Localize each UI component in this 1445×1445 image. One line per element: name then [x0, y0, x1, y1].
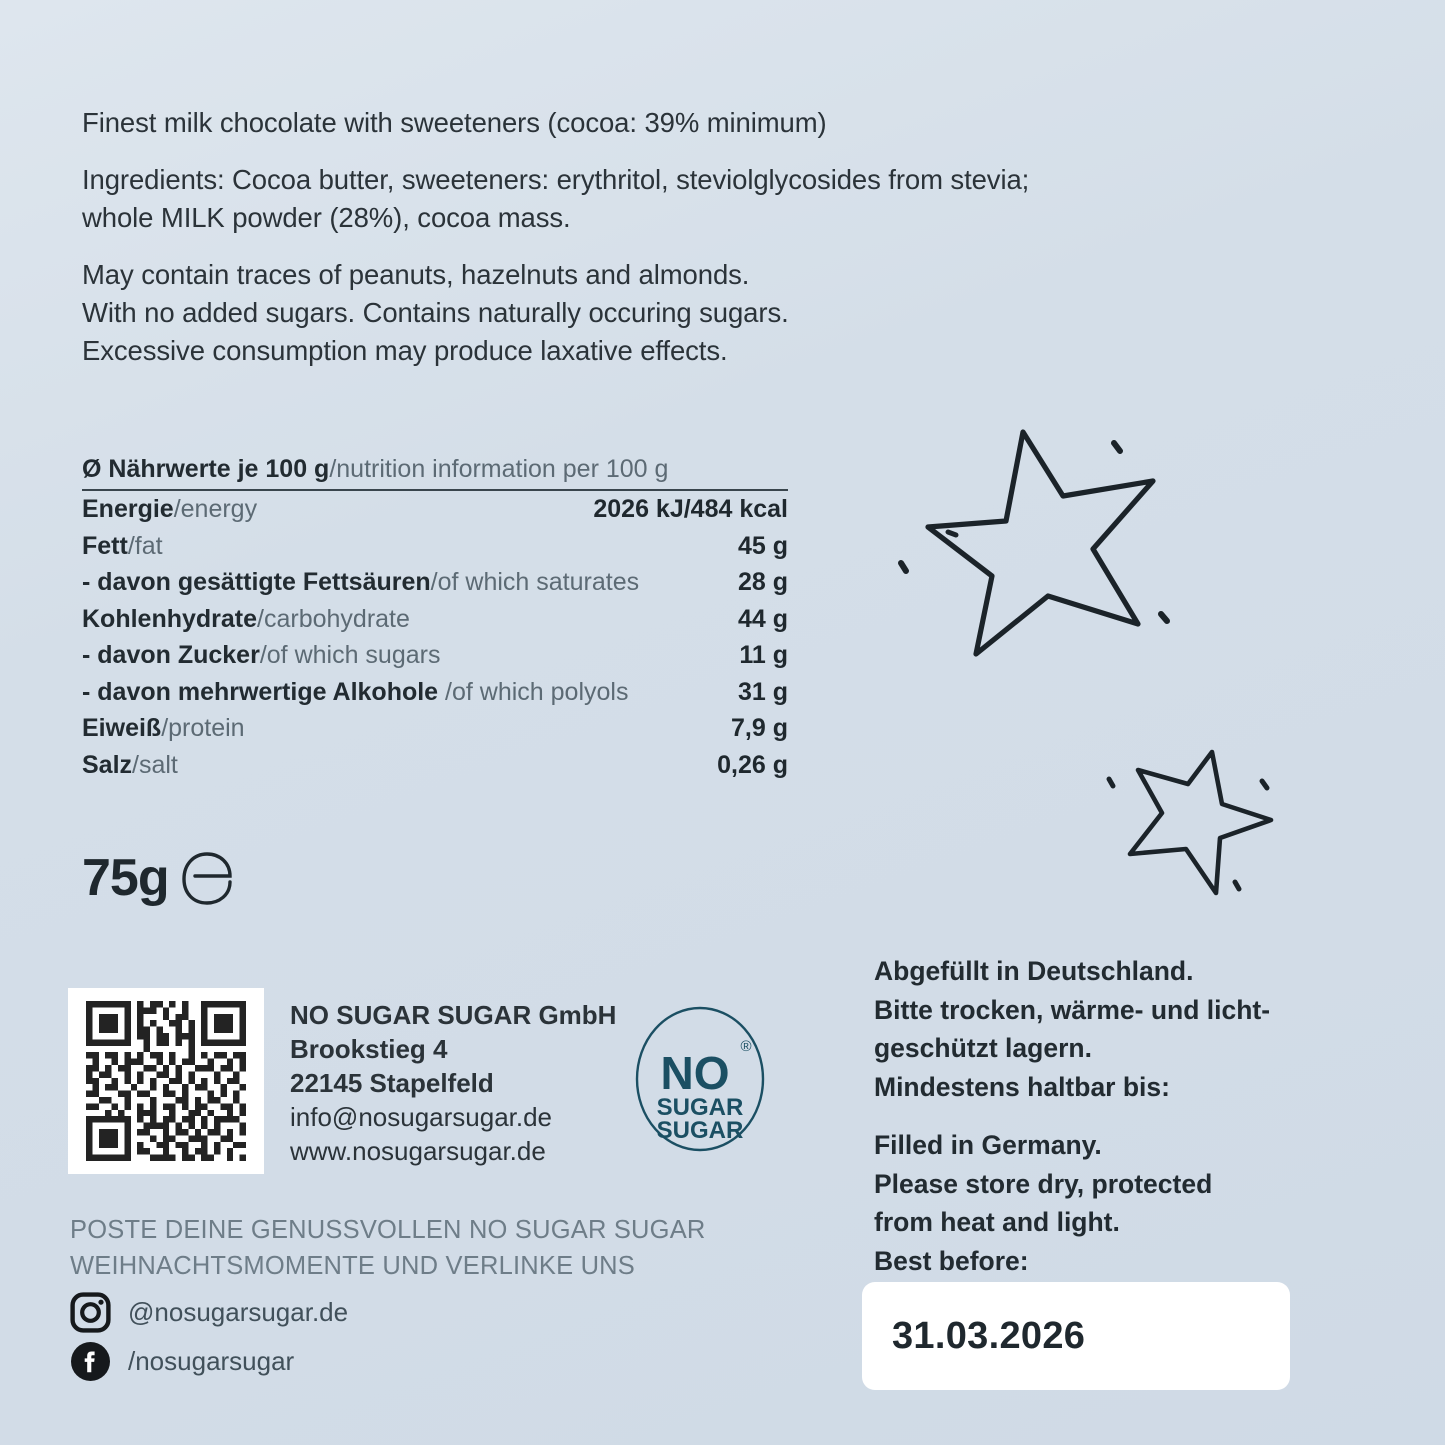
- nutrition-value-protein: 7,9 g: [731, 714, 788, 742]
- facebook-row[interactable]: [70, 1341, 790, 1382]
- product-description-block: [82, 104, 1030, 370]
- nutrition-label-carbohydrate: [82, 601, 410, 638]
- net-weight-value: 75g: [82, 849, 169, 907]
- star-illustration-large-icon: [888, 424, 1208, 679]
- nutrition-label-salt: [82, 747, 178, 784]
- ingredients-line-2: whole MILK powder (28%), cocoa mass.: [82, 202, 571, 233]
- storage-en-line-3: from heat and light.: [874, 1207, 1120, 1237]
- nutrition-label-en: /protein: [161, 714, 245, 742]
- nutrition-label-de: Salz: [82, 750, 133, 779]
- table-row: [82, 601, 788, 638]
- storage-en-line-1: Filled in Germany.: [874, 1130, 1102, 1160]
- company-name: NO SUGAR SUGAR GmbH: [290, 1000, 617, 1030]
- nutrition-table: [82, 452, 788, 783]
- nutrition-label-de: Kohlenhydrate: [82, 604, 258, 633]
- table-row: [82, 491, 788, 528]
- estimated-sign-icon: [181, 850, 233, 906]
- company-city: 22145 Stapelfeld: [290, 1068, 494, 1098]
- storage-de-line-4: Mindestens haltbar bis:: [874, 1071, 1170, 1102]
- table-row: [82, 747, 788, 784]
- nutrition-label-de: - davon mehrwertige Alkohole: [82, 677, 446, 706]
- storage-en-line-2: Please store dry, protected: [874, 1168, 1213, 1199]
- social-cta-line-1: POSTE DEINE GENUSSVOLLEN NO SUGAR SUGAR: [70, 1216, 706, 1244]
- company-website[interactable]: www.nosugarsugar.de: [290, 1136, 546, 1166]
- nutrition-label-energy: [82, 491, 257, 528]
- nutrition-label-en: /energy: [173, 495, 258, 523]
- instagram-handle: @nosugarsugar.de: [128, 1297, 349, 1327]
- table-row: [82, 528, 788, 565]
- qr-code-icon: [82, 1001, 250, 1161]
- nutrition-label-en: /fat: [127, 531, 163, 560]
- social-cta-line-2: WEIHNACHTSMOMENTE UND VERLINKE UNS: [70, 1252, 636, 1280]
- facebook-icon: [70, 1341, 111, 1382]
- nutrition-heading-separator: /: [329, 455, 337, 483]
- table-row: [82, 710, 788, 747]
- nutrition-heading-de: Ø Nährwerte je 100 g: [82, 455, 330, 483]
- nutrition-value-salt: 0,26 g: [717, 750, 788, 779]
- nutrition-label-fat: [82, 528, 163, 565]
- nutrition-label-de: Fett: [82, 531, 128, 560]
- logo-text-no: NO: [660, 1047, 730, 1099]
- table-row: [82, 674, 788, 711]
- logo-text-sugar-2: SUGAR: [656, 1117, 744, 1144]
- company-email[interactable]: info@nosugarsugar.de: [290, 1102, 553, 1132]
- advisory-line-3: Excessive consumption may produce laxative effects.: [82, 335, 728, 366]
- nutrition-value-polyols: 31 g: [737, 677, 788, 706]
- company-street: Brookstieg 4: [290, 1034, 448, 1064]
- nutrition-label-en: /salt: [132, 750, 178, 779]
- ingredients-line-1: Ingredients: Cocoa butter, sweeteners: erythritol, steviolglycosides from stevia;: [82, 164, 1030, 195]
- product-headline: Finest milk chocolate with sweeteners (cocoa: 39% minimum): [82, 107, 827, 138]
- company-address-block: [68, 988, 616, 1174]
- qr-code[interactable]: [68, 988, 264, 1174]
- storage-de-line-1: Abgefüllt in Deutschland.: [874, 956, 1194, 986]
- table-row: [82, 637, 788, 674]
- nutrition-value-sugars: 11 g: [739, 641, 788, 669]
- nutrition-value-carbohydrate: 44 g: [737, 604, 788, 633]
- no-sugar-sugar-logo: [633, 1005, 767, 1153]
- net-weight-block: [82, 848, 233, 908]
- nutrition-label-sugars: [82, 637, 440, 674]
- advisory-line-1: May contain traces of peanuts, hazelnuts and almonds.: [82, 259, 750, 290]
- nutrition-label-de: - davon Zucker: [82, 641, 260, 669]
- advisory-line-2: With no added sugars. Contains naturally occuring sugars.: [82, 297, 789, 328]
- star-illustration-small-icon: [1104, 748, 1304, 910]
- nutrition-label-de: Energie: [82, 495, 174, 523]
- nutrition-label-en: /of which saturates: [430, 568, 640, 596]
- storage-instructions-block: [874, 952, 1314, 1280]
- instagram-row[interactable]: [70, 1292, 790, 1333]
- nutrition-value-saturates: 28 g: [737, 568, 788, 596]
- nutrition-label-saturates: [82, 564, 639, 601]
- logo-registered-mark: ®: [740, 1038, 752, 1055]
- company-address-lines: [290, 988, 616, 1168]
- instagram-icon: [70, 1292, 111, 1333]
- nutrition-label-protein: [82, 710, 245, 747]
- nutrition-value-fat: 45 g: [737, 531, 788, 560]
- table-row: [82, 564, 788, 601]
- nutrition-label-de: - davon gesättigte Fettsäuren: [82, 568, 431, 596]
- facebook-handle: /nosugarsugar: [128, 1346, 295, 1376]
- storage-de-line-3: geschützt lagern.: [874, 1033, 1092, 1063]
- best-before-box: [862, 1282, 1290, 1390]
- nutrition-label-en: /of which polyols: [445, 677, 629, 706]
- logo-text-sugar-1: SUGAR: [656, 1094, 744, 1121]
- nutrition-label-en: /of which sugars: [259, 641, 441, 669]
- nutrition-label-en: /carbohydrate: [257, 604, 410, 633]
- best-before-date: 31.03.2026: [892, 1314, 1086, 1357]
- nutrition-label-polyols: [82, 674, 628, 711]
- nutrition-heading: [82, 452, 788, 491]
- nutrition-heading-en: nutrition information per 100 g: [336, 455, 669, 483]
- storage-de-line-2: Bitte trocken, wärme- und licht-: [874, 994, 1271, 1025]
- nutrition-label-de: Eiweiß: [82, 714, 162, 742]
- nutrition-value-energy: 2026 kJ/484 kcal: [593, 495, 788, 523]
- social-block: [70, 1212, 790, 1382]
- storage-en-line-4: Best before:: [874, 1245, 1029, 1276]
